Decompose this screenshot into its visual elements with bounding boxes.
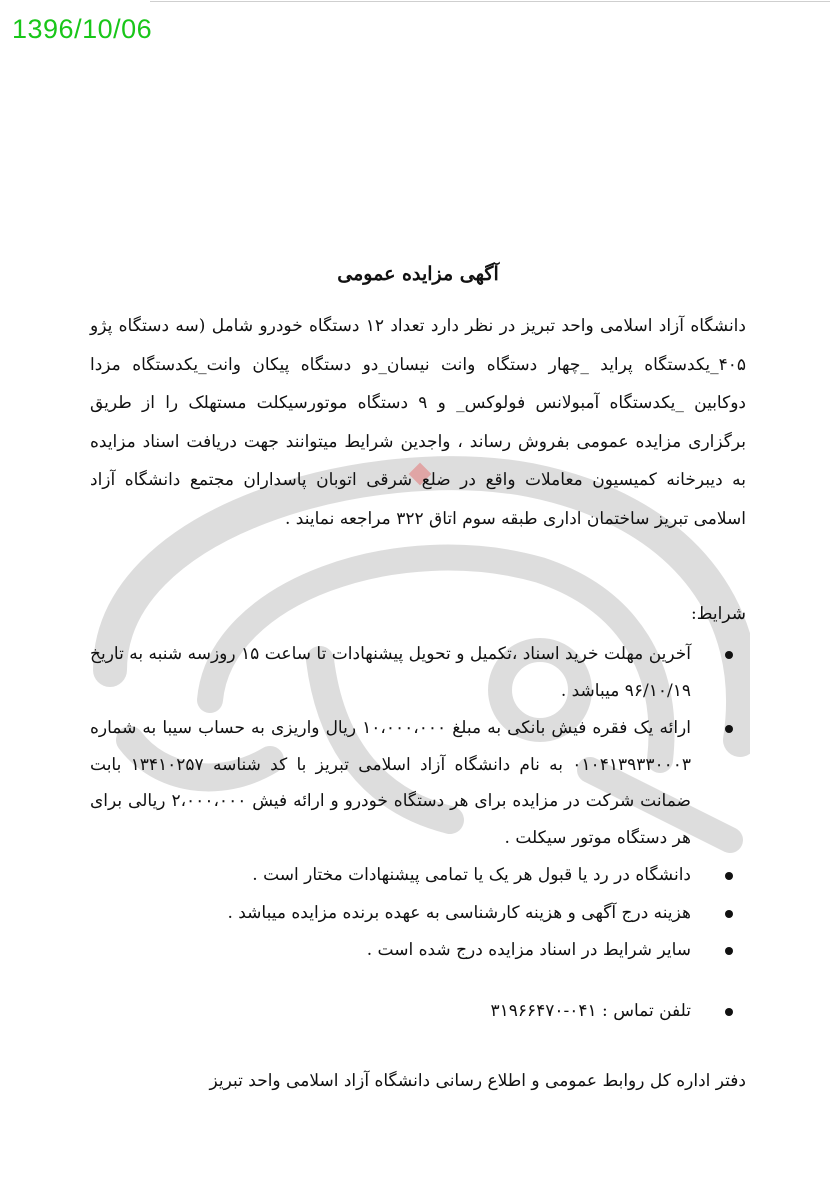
condition-item: ارائه یک فقره فیش بانکی به مبلغ ۱۰،۰۰۰،۰۰۰ ریال واریزی به حساب سیبا به شماره ۰۱۰۴۱۳۹۳۳۰۰۰۳ به نام دانشگاه آزاد اسلامی تبریز با کد شناسه ۱۳۴۱۰۲۵۷ بابت ضمانت شرکت در مزایده برای هر دستگاه خودرو و ارائه فیش ۲،۰۰۰،۰۰۰ ریالی برای هر دستگاه موتور سیکلت .: [90, 710, 691, 856]
condition-item: آخرین مهلت خرید اسناد ،تکمیل و تحویل پیشنهادات تا ساعت ۱۵ روزسه شنبه به تاریخ ۹۶/۱۰/۱۹ میباشد .: [90, 636, 691, 709]
condition-item: دانشگاه در رد یا قبول هر یک یا تمامی پیشنهادات مختار است .: [90, 857, 691, 894]
announcement-document: [90, 255, 746, 1099]
top-border-line: [150, 1, 830, 2]
condition-item: سایر شرایط در اسناد مزایده درج شده است .: [90, 932, 691, 969]
conditions-list: [90, 636, 746, 1029]
condition-item: هزینه درج آگهی و هزینه کارشناسی به عهده برنده مزایده میباشد .: [90, 895, 691, 932]
announcement-title: آگهی مزایده عمومی: [337, 263, 499, 285]
announcement-intro: دانشگاه آزاد اسلامی واحد تبریز در نظر دارد تعداد ۱۲ دستگاه خودرو شامل (سه دستگاه پژو ۴۰۵_یکدستگاه پراید _چهار دستگاه وانت نیسان_دو دستگاه پیکان وانت_یکدستگاه مزدا دوکابین _یکدستگاه آمبولانس فولوکس_ و ۹ دستگاه موتورسیکلت مستهلک را از طریق برگزاری مزایده عمومی بفروش رساند ، واجدین شرایط میتوانند جهت دریافت اسناد مزایده به دیبرخانه کمیسیون معاملات واقع در ضلع شرقی اتوبان پاسداران مجتمع دانشگاه آزاد اسلامی تبریز ساختمان اداری طبقه سوم اتاق ۳۲۲ مراجعه نمایند .: [90, 316, 746, 529]
contact-phone: تلفن تماس : ۰۴۱-۳۱۹۶۶۴۷۰: [90, 993, 691, 1030]
conditions-heading: شرایط:: [691, 604, 746, 624]
issuing-office: دفتر اداره کل روابط عمومی و اطلاع رسانی دانشگاه آزاد اسلامی واحد تبریز: [209, 1071, 746, 1091]
date-stamp: 1396/10/06: [12, 14, 153, 44]
